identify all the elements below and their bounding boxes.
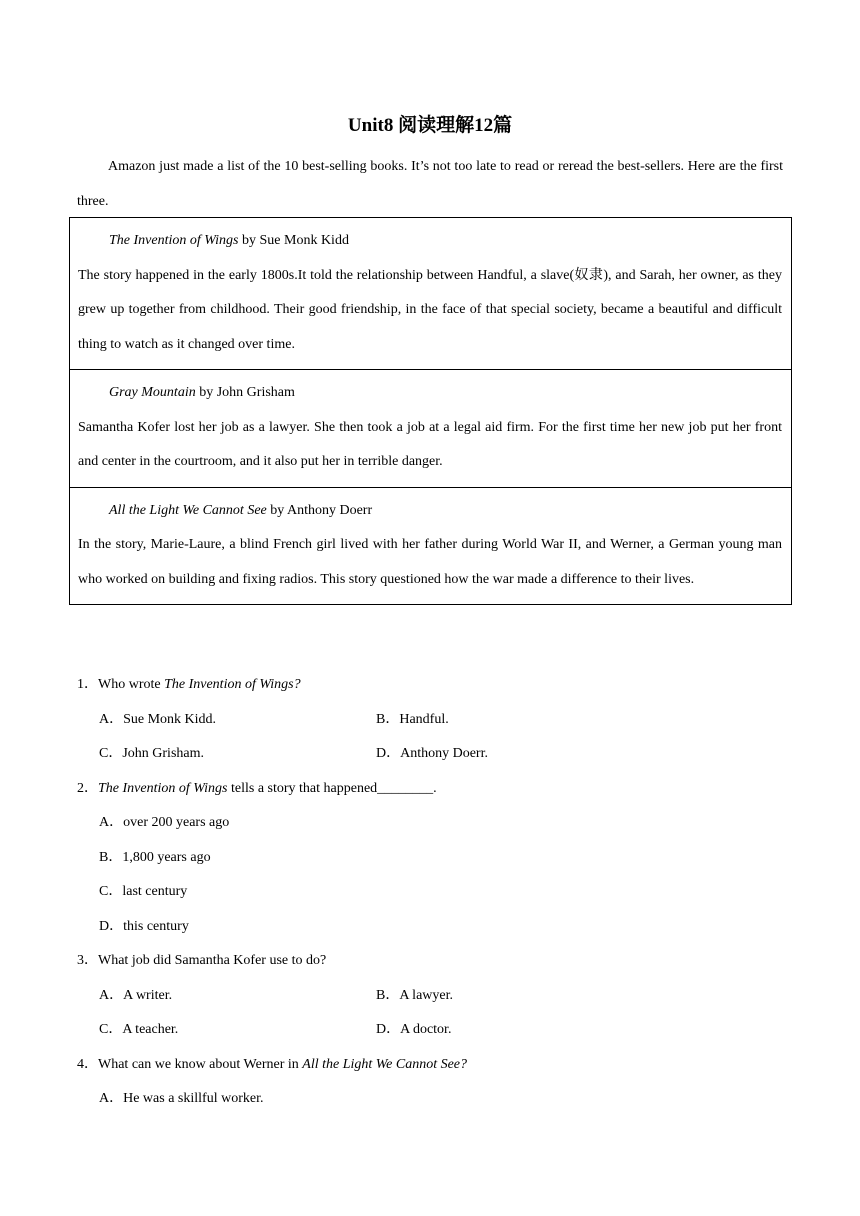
question-4 [77,1048,783,1083]
table-row [70,218,792,370]
book-heading [78,376,782,411]
options-group [77,806,783,944]
option-b: B．Handful. [376,711,449,727]
options-group [77,1082,783,1117]
book-description: In the story, Marie-Laure, a blind French girl lived with her father during World War II, and Werner, a German young man who worked on building and fixing radios. This story questioned how the war made a difference to their lives. [78,537,782,587]
book-cell [70,370,792,488]
question-italic-text: All the Light We Cannot See? [302,1056,468,1072]
option-b: B．1,800 years ago [99,849,211,865]
question-text: Who wrote [98,677,165,692]
page-title: Unit8 阅读理解12篇 [347,115,513,136]
book-description: The story happened in the early 1800s.It told the relationship between Handful, a slave(奴隶), and Sarah, her owner, as they grew up together from childhood. Their good friendship, in the face of that special society, became a beautiful and difficult thing to watch as it changed over time. [78,267,782,352]
question-text: What job did Samantha Kofer use to do? [98,953,327,968]
intro-paragraph: Amazon just made a list of the 10 best-selling books. It’s not too late to read or reread the best-sellers. Here are the first three. [77,159,783,209]
question-text: What can we know about Werner in [98,1056,303,1072]
question-3 [77,944,783,979]
question-italic-text: The Invention of Wings [98,780,228,796]
book-cell [70,487,792,605]
book-heading [78,224,782,259]
option-d: D．A doctor. [376,1022,452,1037]
questions-section [77,668,783,1117]
option-d: D．this century [99,918,189,934]
book-title: All the Light We Cannot See [109,502,267,518]
book-author: by Sue Monk Kidd [238,233,349,248]
option-c: C．A teacher. [99,1022,179,1037]
question-number: 4． [77,1056,98,1072]
book-heading [78,494,782,529]
options-group [77,703,783,772]
option-a: A．He was a skillful worker. [99,1091,264,1106]
question-1 [77,668,783,703]
book-title: The Invention of Wings [109,233,239,248]
book-author: by Anthony Doerr [266,502,373,518]
book-description: Samantha Kofer lost her job as a lawyer. She then took a job at a legal aid firm. For the first time her new job put her front and center in the courtroom, and it also put her in terrible danger. [78,419,782,469]
option-c: C．last century [99,884,188,899]
book-list-table [69,217,792,605]
book-title: Gray Mountain [109,385,196,400]
option-d: D．Anthony Doerr. [376,746,488,761]
table-row [70,487,792,605]
question-number: 3． [77,953,98,968]
question-text-end: tells a story that happened________. [227,780,437,796]
option-a: A．over 200 years ago [99,815,230,830]
option-c: C．John Grisham. [99,746,204,761]
question-number: 2． [77,780,98,796]
option-a: A．A writer. [99,987,173,1003]
question-number: 1． [77,677,98,692]
options-group [77,979,783,1048]
book-author: by John Grisham [195,385,295,400]
book-cell [70,218,792,370]
question-italic-text: The Invention of Wings? [164,677,301,692]
question-2 [77,772,783,807]
option-a: A．Sue Monk Kidd. [99,711,217,727]
option-b: B．A lawyer. [376,987,453,1003]
table-row [70,370,792,488]
